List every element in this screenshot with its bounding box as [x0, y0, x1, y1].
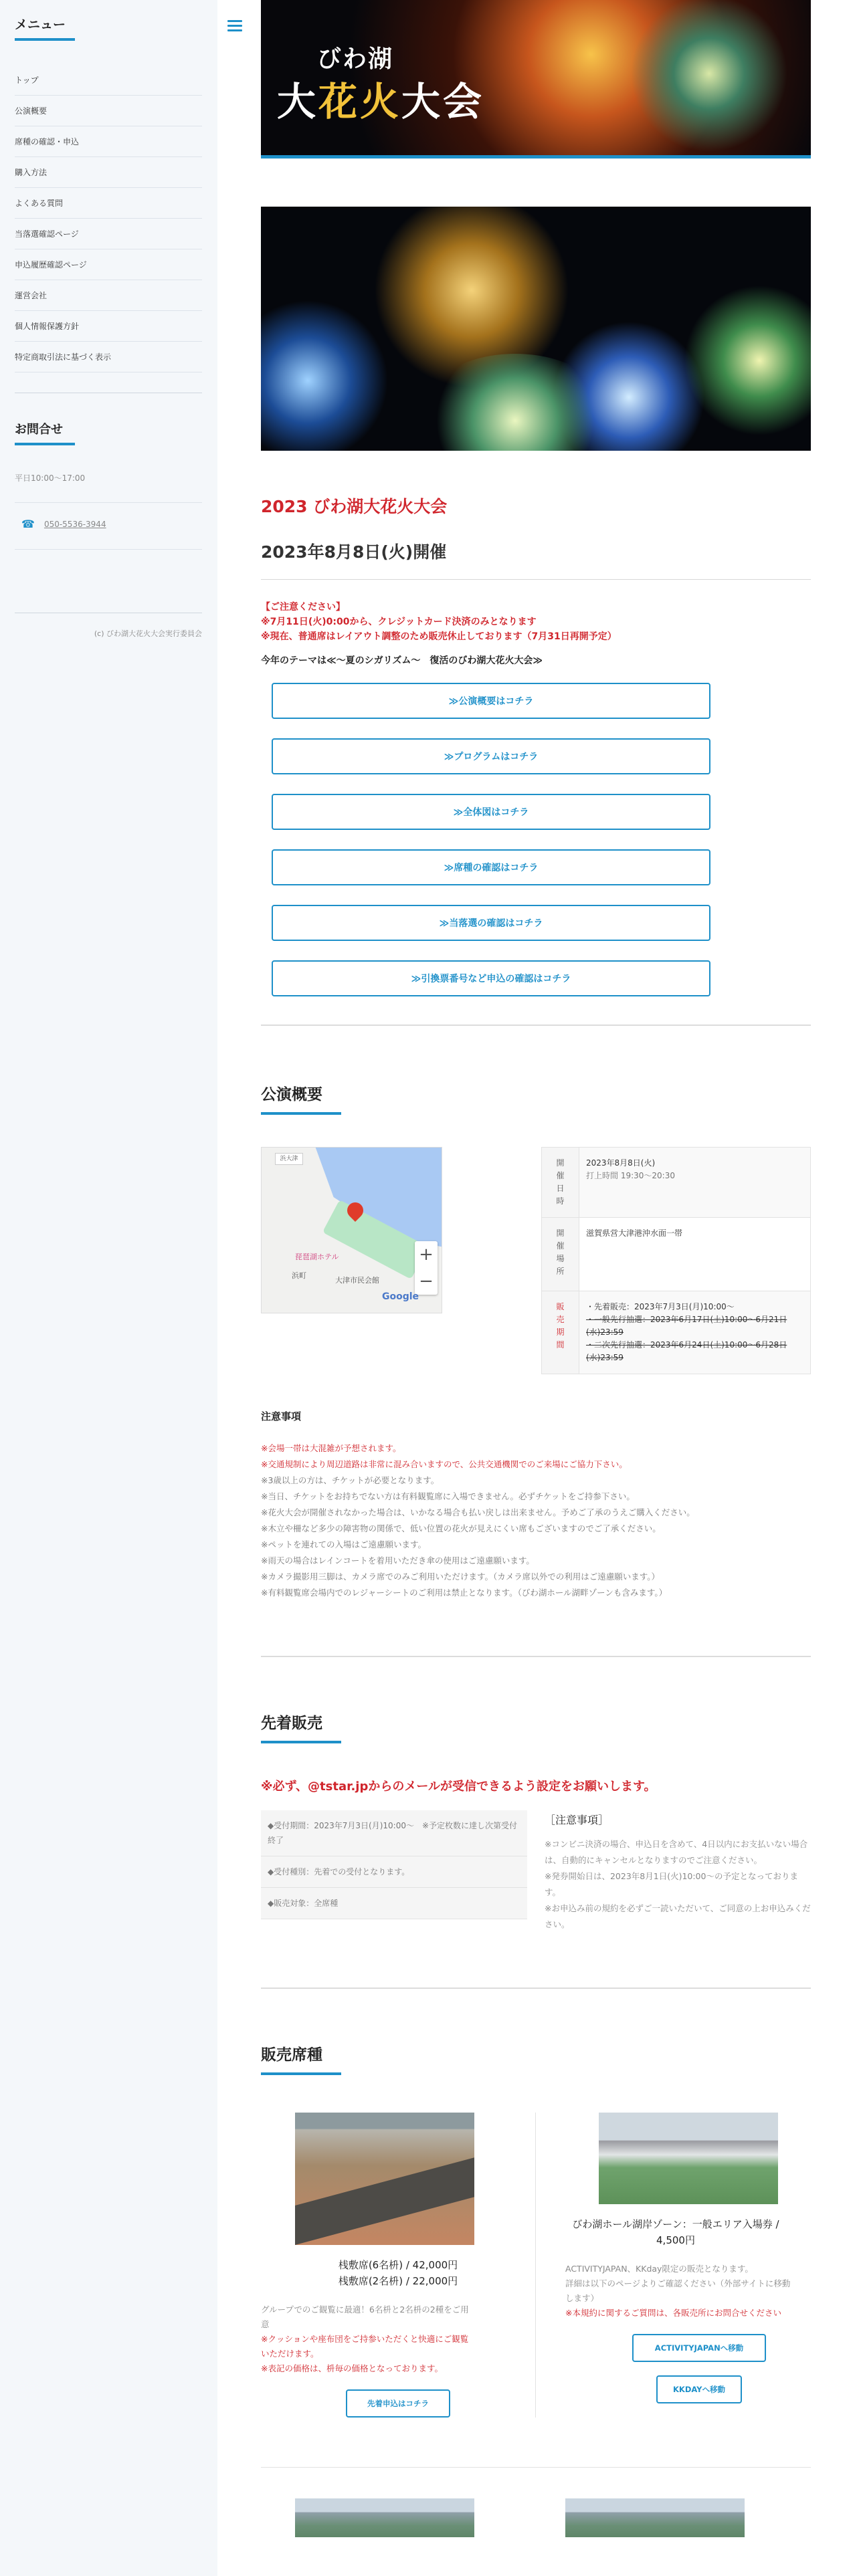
caution-red-2: ※交通規制により周辺道路は非常に混み合いますので、公共交通機関でのご来場にご協力下さい。 — [261, 1459, 628, 1469]
logo-char-1: 大 — [277, 79, 319, 124]
sales-section — [261, 1711, 811, 1933]
sajiki-note — [261, 2302, 475, 2376]
map-marker-label: 浜大津 — [275, 1153, 303, 1165]
event-theme: 今年のテーマは≪〜夏のシガリズム〜 復活のびわ湖大花火大会≫ — [261, 655, 543, 666]
notice-line-1: ※7月11日(火)0:00から、クレジットカード決済のみとなります — [261, 617, 537, 627]
caution-line: ※3歳以上の方は、チケットが必要となります。 — [261, 1475, 440, 1485]
logo-char-2: 花火 — [318, 79, 402, 124]
sales-notes-title: ［注意事項］ — [545, 1814, 609, 1826]
lakeside-zone-photo — [599, 2113, 778, 2204]
caution-list — [261, 1440, 811, 1601]
zoom-out-icon[interactable]: − — [419, 1271, 434, 1291]
sidebar-item-privacy[interactable]: 個人情報保護方針 — [15, 311, 202, 342]
section-divider — [261, 1988, 811, 1989]
sidebar-item-legal[interactable]: 特定商取引法に基づく表示 — [15, 342, 202, 372]
date-value-time: 打上時間 19:30〜20:30 — [586, 1171, 675, 1180]
application-check-link-button[interactable]: ≫引換票番号など申込の確認はコチラ — [272, 960, 710, 996]
notice-block — [261, 600, 811, 644]
sajiki-note-red: ※表記の価格は、枡毎の価格となっております。 — [261, 2363, 443, 2373]
date-value-day: 2023年8月8日(火) — [586, 1158, 656, 1168]
sale-second-lottery: ・二次先行抽選：2023年6月24日(土)10:00〜6月28日(水)23:59 — [586, 1340, 787, 1362]
seat-types-link-button[interactable]: ≫席種の確認はコチラ — [272, 849, 710, 885]
hero-banner — [261, 0, 811, 155]
place-header: 開催場所 — [542, 1218, 579, 1291]
sidebar-item-result[interactable]: 当落選確認ページ — [15, 219, 202, 249]
sidebar-item-seats[interactable]: 席種の確認・申込 — [15, 126, 202, 157]
sidebar-item-history[interactable]: 申込履歴確認ページ — [15, 249, 202, 280]
caution-line: ※ペットを連れての入場はご遠慮願います。 — [261, 1539, 426, 1549]
google-logo: Google — [382, 1291, 419, 1302]
fireworks-photo — [261, 207, 811, 451]
seat-photo — [295, 2498, 474, 2537]
event-title: 2023 びわ湖大花火大会 — [261, 497, 448, 516]
program-link-button[interactable]: ≫プログラムはコチラ — [272, 738, 710, 774]
overview-table — [541, 1147, 811, 1374]
map-label-hall: 大津市民会館 — [335, 1276, 379, 1285]
overview-title-underline — [261, 1112, 341, 1115]
phone-icon: ☎ — [21, 518, 35, 530]
sajiki-price-2: 桟敷席(2名枡) / 22,000円 — [338, 2275, 458, 2287]
logo-char-3: 大会 — [401, 79, 485, 124]
divider — [261, 579, 811, 580]
place-value: 滋賀県営大津港沖水面一帯 — [579, 1218, 811, 1291]
sajiki-price-6: 桟敷席(6名枡) / 42,000円 — [338, 2259, 458, 2271]
phone-number[interactable]: 050-5536-3944 — [43, 519, 106, 529]
notice-line-2: ※現在、普通席はレイアウト調整のため販売休止しております（7月31日再開予定） — [261, 631, 617, 642]
copyright: (c) びわ湖大花火大会実行委員会 — [94, 629, 202, 638]
sale-period-header: 販売期間 — [542, 1291, 579, 1374]
sidebar-item-company[interactable]: 運営会社 — [15, 280, 202, 311]
seat-divider — [261, 2467, 811, 2468]
sales-type-row: ◆受付種別：先着での受付となります。 — [261, 1856, 527, 1888]
lakeside-note-line: 詳細は以下のページよりご確認ください（外部サイトに移動します） — [565, 2278, 791, 2303]
sales-target-row: ◆販売対象：全席種 — [261, 1888, 527, 1919]
overview-link-button[interactable]: ≫公演概要はコチラ — [272, 683, 710, 719]
sajiki-seat-photo — [295, 2113, 474, 2245]
zoom-in-icon[interactable]: + — [419, 1245, 434, 1265]
caution-line: ※花火大会が開催されなかった場合は、いかなる場合も払い戻しは出来ません。予めご了承のうえご購入ください。 — [261, 1507, 695, 1517]
sales-note: ※コンビニ決済の場合、申込日を含めて、4日以内にお支払いない場合は、自動的にキャンセルとなりますのでご注意ください。 — [545, 1839, 808, 1865]
date-value — [579, 1148, 811, 1218]
contact-title-underline — [15, 443, 75, 445]
caution-line: ※当日、チケットをお持ちでない方は有料観覧席に入場できません。必ずチケットをご持参下さい。 — [261, 1491, 635, 1501]
sidebar — [0, 0, 217, 2576]
seats-title: 販売席種 — [261, 2046, 322, 2064]
date-header: 開催日時 — [542, 1148, 579, 1218]
overview-section — [261, 1082, 811, 1601]
event-date: 2023年8月8日(火)開催 — [261, 542, 447, 562]
lakeside-note — [565, 2262, 793, 2321]
sidebar-menu — [15, 65, 203, 372]
lottery-result-link-button[interactable]: ≫当落選の確認はコチラ — [272, 905, 710, 941]
email-warning: ※必ず、@tstar.jpからのメールが受信できるよう設定をお願いします。 — [261, 1780, 656, 1794]
lakeside-note-line: ACTIVITYJAPAN、KKday限定の販売となります。 — [565, 2264, 753, 2274]
overview-title: 公演概要 — [261, 1086, 322, 1103]
main-content — [261, 0, 811, 2537]
quick-links — [261, 683, 811, 996]
hamburger-menu-icon[interactable] — [227, 20, 242, 32]
sales-note: ※発券開始日は、2023年8月1日(火)10:00〜の予定となっております。 — [545, 1871, 798, 1897]
venue-map-link-button[interactable]: ≫全体図はコチラ — [272, 794, 710, 830]
sajiki-note-line: グループでのご観覧に最適！6名枡と2名枡の2種をご用意 — [261, 2304, 469, 2329]
sales-title: 先着販売 — [261, 1715, 322, 1732]
menu-title-underline — [15, 38, 75, 41]
sajiki-note-red: ※クッションや座布団をご持参いただくと快適にご観覧いただけます。 — [261, 2334, 469, 2359]
logo-line-1: びわ湖 — [317, 45, 394, 73]
menu-title: メニュー — [15, 17, 66, 32]
business-hours: 平日10:00〜17:00 — [15, 465, 202, 503]
sidebar-item-top[interactable]: トップ — [15, 65, 202, 96]
map-zoom-controls[interactable] — [415, 1241, 438, 1295]
kkday-button[interactable]: KKDAYへ移動 — [656, 2375, 742, 2403]
sale-first-come: ・先着販売：2023年7月3日(月)10:00〜 — [586, 1302, 735, 1311]
seat-photo — [565, 2498, 745, 2537]
notice-title: 【ご注意ください】 — [261, 602, 345, 613]
logo-line-2 — [277, 70, 484, 126]
lakeside-caption: びわ湖ホール湖岸ゾーン：一般エリア入場券 / 4,500円 — [572, 2218, 779, 2246]
first-come-apply-button[interactable]: 先着申込はコチラ — [346, 2389, 450, 2418]
section-divider — [261, 1025, 811, 1026]
sale-general-lottery: ・一般先行抽選：2023年6月17日(土)10:00〜6月21日(水)23:59 — [586, 1315, 787, 1337]
sales-notes — [545, 1810, 811, 1933]
firework-decoration — [609, 0, 809, 155]
hero-accent-line — [261, 155, 811, 158]
caution-line: ※木立や柵など多少の障害物の関係で、低い位置の花火が見えにくい席もございますのでご了承ください。 — [261, 1523, 661, 1533]
caution-line: ※有料観覧席会場内でのレジャーシートのご利用は禁止となります。（びわ湖ホール湖畔ゾーンも含みます。） — [261, 1588, 668, 1598]
sajiki-caption — [261, 2257, 535, 2289]
caution-line: ※カメラ撮影用三脚は、カメラ席でのみご利用いただけます。（カメラ席以外での利用はご遠慮願います。） — [261, 1572, 660, 1582]
sales-period-row: ◆受付期間：2023年7月3日(月)10:00〜 ※予定枚数に達し次第受付終了 — [261, 1810, 527, 1856]
seat-card-sajiki — [261, 2113, 536, 2418]
sidebar-item-overview[interactable]: 公演概要 — [15, 96, 202, 126]
sales-note: ※お申込み前の規約を必ずご一読いただいて、ご同意の上お申込みください。 — [545, 1903, 811, 1929]
map-label-hotel: 琵琶湖ホテル — [295, 1253, 339, 1261]
sales-info — [261, 1810, 527, 1933]
phone-row[interactable] — [15, 503, 202, 550]
lakeside-note-red: ※本規約に関するご質問は、各販売所にお問合せください — [565, 2308, 781, 2318]
venue-map[interactable] — [261, 1147, 442, 1313]
section-divider — [261, 1656, 811, 1657]
more-seat-photos — [261, 2498, 811, 2537]
seats-section — [261, 2042, 811, 2537]
caution-line: ※雨天の場合はレインコートを着用いただき傘の使用はご遠慮願います。 — [261, 1555, 535, 1566]
sale-period-value — [579, 1291, 811, 1374]
contact-title: お問合せ — [15, 423, 63, 437]
caution-title: 注意事項 — [261, 1410, 302, 1422]
map-label-station: 浜町 — [292, 1271, 306, 1280]
caution-red-1: ※会場一帯は大混雑が予想されます。 — [261, 1443, 401, 1453]
activityjapan-button[interactable]: ACTIVITYJAPANへ移動 — [632, 2334, 766, 2362]
sidebar-item-how-to-buy[interactable]: 購入方法 — [15, 157, 202, 188]
sidebar-item-faq[interactable]: よくある質問 — [15, 188, 202, 219]
seats-title-underline — [261, 2072, 341, 2075]
sales-notes-text — [545, 1836, 811, 1933]
seat-card-lakeside — [536, 2113, 811, 2418]
sales-title-underline — [261, 1741, 341, 1743]
event-logo — [277, 40, 484, 126]
